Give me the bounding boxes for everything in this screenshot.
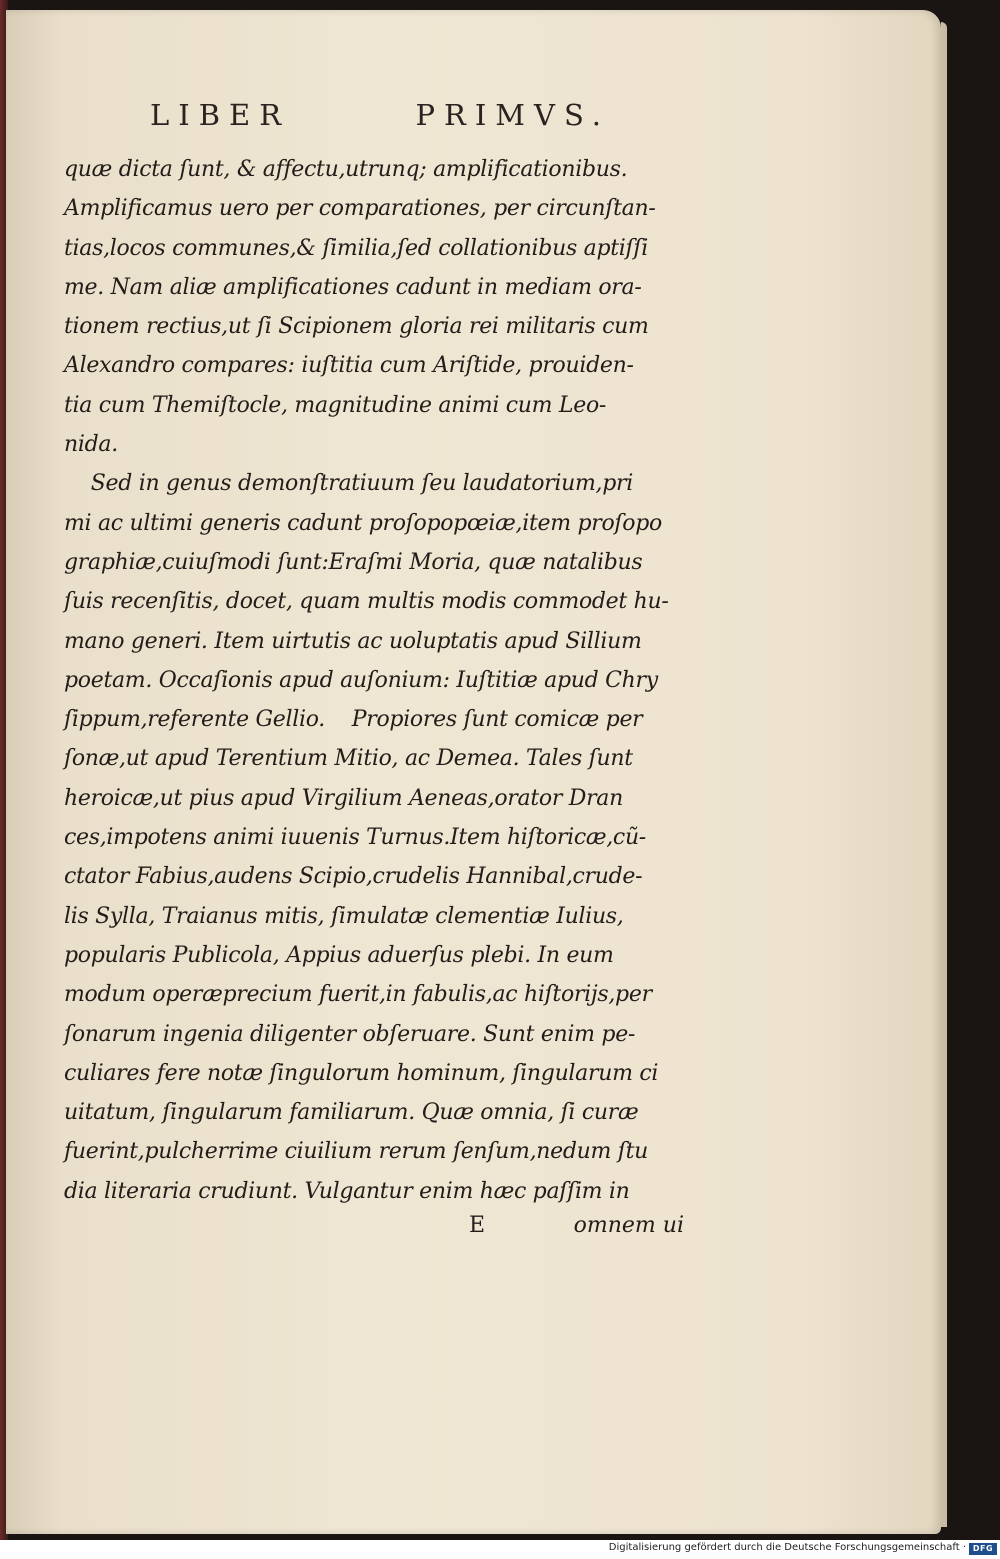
text-line: tia cum Themiſtocle, magnitudine animi cum Leo- [64,392,607,418]
running-head-left: LIBER [150,98,291,132]
running-head [150,98,610,132]
text-line: heroicæ,ut pius apud Virgilium Aeneas,orator Dran [64,785,623,811]
text-line: poetam. Occaſionis apud auſonium: Iuſtitiæ apud Chry [64,667,658,693]
text-line: ſuis recenſitis, docet, quam multis modis commodet hu- [64,589,669,615]
dfg-logo-icon[interactable]: DFG [969,1543,997,1555]
catchline [64,1206,684,1246]
text-line: ſonæ,ut apud Terentium Mitio, ac Demea. Tales ſunt [64,746,633,772]
text-line: ſonarum ingenia diligenter obſeruare. Sunt enim pe- [64,1021,636,1047]
text-line: mano generi. Item uirtutis ac uoluptatis apud Sillium [64,628,642,654]
text-line: popularis Publicola, Appius aduerſus plebi. In eum [64,942,614,968]
text-line: quæ dicta ſunt, & affectu,utrunq; amplificationibus. [64,157,628,182]
page-edge [941,22,947,1527]
text-line: Sed in genus demonſtratiuum ſeu laudatorium,pri [64,471,633,497]
body-text [64,150,684,1211]
text-line: culiares fere notæ ſingulorum hominum, ſingularum ci [64,1060,659,1086]
catchword: omnem ui [573,1213,684,1238]
text-line: mi ac ultimi generis cadunt proſopopœiæ,item proſopo [64,510,662,536]
text-line: modum operæprecium fuerit,in fabulis,ac hiſtorijs,per [64,982,652,1008]
text-line: uitatum, ſingularum familiarum. Quæ omnia, ſi curæ [64,1100,639,1126]
text-line: ſippum,referente Gellio. Propiores ſunt comicæ per [64,707,643,733]
text-line: nida. [64,432,118,458]
text-line: ces,impotens animi iuuenis Turnus.Item hiſtoricæ,cũ- [64,825,646,851]
running-head-right: PRIMVS. [415,98,610,132]
text-line: Amplificamus uero per comparationes, per circunſtan- [64,196,656,222]
text-line: fuerint,pulcherrime ciuilium rerum ſenſum,nedum ſtu [64,1139,649,1165]
text-line: Alexandro compares: iuſtitia cum Ariſtide, prouiden- [64,353,634,379]
footer-bar [0,1540,1000,1559]
text-line: ctator Fabius,audens Scipio,crudelis Hannibal,crude- [64,864,643,890]
signature-mark: E [469,1213,486,1238]
text-line: me. Nam aliæ amplificationes cadunt in mediam ora- [64,274,642,300]
text-line: tias,locos communes,& ſimilia,ſed collationibus aptiſſi [64,235,648,261]
text-line: tionem rectius,ut ſi Scipionem gloria rei militaris cum [64,314,649,340]
funding-notice: Digitalisierung gefördert durch die Deutsche Forschungsgemeinschaft · [608,1542,966,1553]
text-line: graphiæ,cuiuſmodi ſunt:Eraſmi Moria, quæ natalibus [64,549,643,575]
text-line: dia literaria crudiunt. Vulgantur enim hæc paſſim in [64,1178,630,1204]
text-line: lis Sylla, Traianus mitis, ſimulatæ clementiæ Iulius, [64,903,624,929]
